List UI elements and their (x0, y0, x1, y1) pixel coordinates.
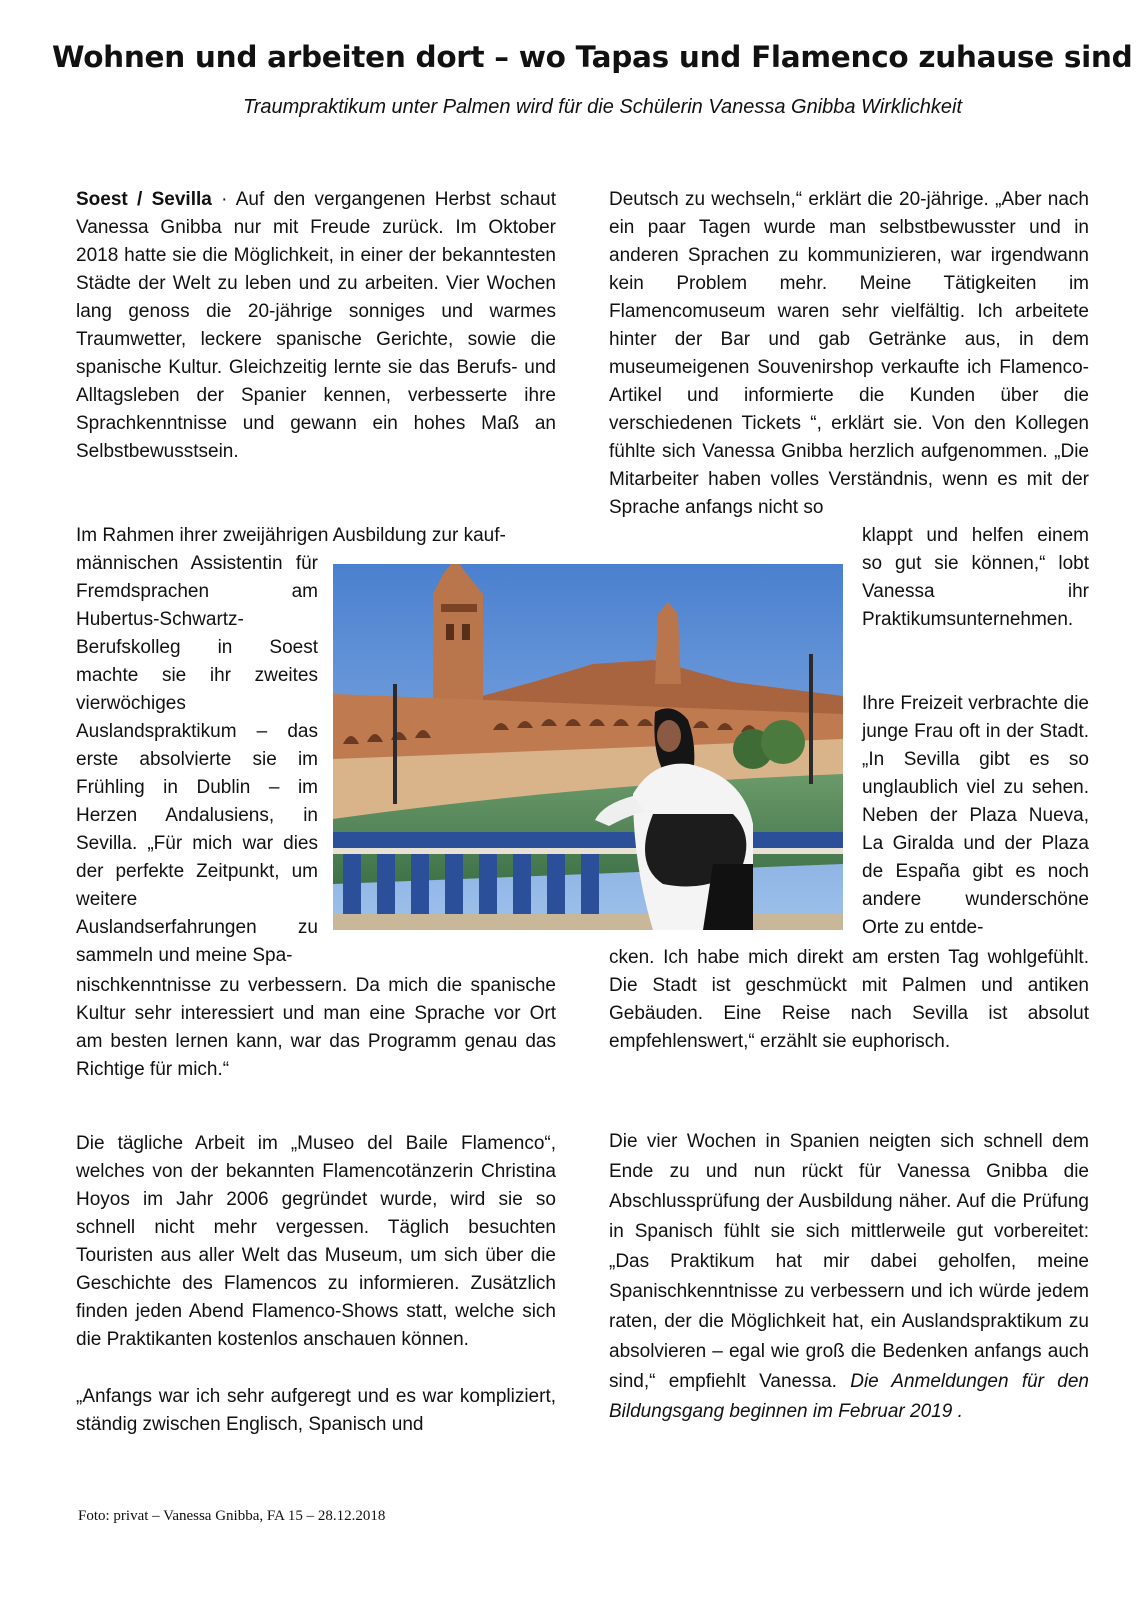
dateline: Soest / Sevilla (76, 189, 212, 210)
article-photo (333, 564, 843, 930)
left-paragraph-1 (76, 186, 556, 466)
left-p2-end: nischkenntnisse zu verbessern. Da mich die spanische Kultur sehr interessiert und man eine Sprache vor Ort am besten lernen kann, war das Programm genau das Richtige für mich.“ (76, 975, 556, 1080)
left-paragraph-3 (76, 1130, 556, 1354)
right-p3-italic: Die Anmeldungen für den Bildungsgang beginnen im Februar 2019 . (609, 1371, 1089, 1422)
left-paragraph-4 (76, 1383, 556, 1439)
right-p2-end: cken. Ich habe mich direkt am ersten Tag wohlgefühlt. Die Stadt ist geschmückt mit Palmen und antiken Gebäuden. Eine Reise nach Sevilla ist absolut empfehlenswert,“ erzählt sie euphorisch. (609, 947, 1089, 1052)
article-headline: Wohnen und arbeiten dort – wo Tapas und Flamenco zuhause sind (52, 40, 1133, 74)
article-subline: Traumpraktikum unter Palmen wird für die Schülerin Vanessa Gnibba Wirklichkeit (243, 96, 962, 118)
right-p1-text: Deutsch zu wechseln,“ erklärt die 20-jährige. „Aber nach ein paar Tagen wurde man selbstbewusster und in anderen Sprachen zu kommunizieren, war irgendwann kein Problem mehr. Meine Tätigkeiten im Flamencomuseum waren sehr vielfältig. Ich arbeitete hinter der Bar und gab Getränke aus, in dem museumeigenen Souvenirshop verkaufte ich Flamenco-Artikel und informierte die Kunden über die verschiedenen Tickets “, erklärt sie. Von den Kollegen fühlte sich Vanessa Gnibba herzlich aufgenommen. „Die Mitarbeiter haben volles Verständnis, wenn es mit der Sprache anfangs nicht so (609, 189, 1089, 518)
photo-caption: Foto: privat – Vanessa Gnibba, FA 15 – 28.12.2018 (78, 1508, 386, 1524)
right-p3-text: Die vier Wochen in Spanien neigten sich schnell dem Ende zu und nun rückt für Vanessa Gnibba die Abschlussprüfung der Ausbildung näher. Auf die Prüfung in Spanisch fühlt sie sich mittlerweile gut vorbereitet: „Das Praktikum hat mir dabei geholfen, meine Spanischkenntnisse zu verbessern und ich würde jedem raten, der die Möglichkeit hat, ein Auslandspraktikum zu absolvieren – egal wie groß die Bedenken anfangs auch sind,“ empfiehlt Vanessa. (609, 1131, 1089, 1392)
right-paragraph-1-wrap: klappt und helfen einem so gut sie können,“ lobt Vanessa ihr Praktikumsunternehmen. (862, 525, 1089, 630)
left-p2-intro: Im Rahmen ihrer zweijährigen Ausbildung zur kauf- (76, 525, 506, 546)
right-paragraph-2-end (609, 944, 1089, 1056)
left-paragraph-2-end (76, 972, 556, 1084)
left-p1-text: · Auf den vergangenen Herbst schaut Vanessa Gnibba nur mit Freude zurück. Im Oktober 2018 hatte sie die Möglichkeit, in einer der bekanntesten Städte der Welt zu leben und zu arbeiten. Vier Wochen lang genoss die 20-jährige sonniges und warmes Traumwetter, leckere spanische Gerichte, sowie die spanische Kultur. Gleichzeitig lernte sie das Berufs- und Alltagsleben der Spanier kennen, verbesserte ihre Sprachkenntnisse und gewann ein hohes Maß an Selbstbewusstsein. (76, 189, 556, 462)
left-p4-text: „Anfangs war ich sehr aufgeregt und es war kompliziert, ständig zwischen Englisch, Spanisch und (76, 1386, 556, 1435)
right-paragraph-1 (609, 186, 1089, 522)
right-paragraph-3 (609, 1127, 1089, 1427)
left-p3-text: Die tägliche Arbeit im „Museo del Baile Flamenco“, welches von der bekannten Flamencotänzerin Christina Hoyos im Jahr 2006 gegründet wurde, wird sie so schnell nicht mehr vergessen. Täglich besuchten Touristen aus aller Welt das Museum, um sich über die Geschichte des Flamencos zu informieren. Zusätzlich finden jeden Abend Flamenco-Shows statt, welche sich die Praktikanten kostenlos anschauen können. (76, 1133, 556, 1350)
plaza-de-espana-photo (333, 564, 843, 930)
left-paragraph-2-intro (76, 522, 556, 550)
right-paragraph-2-wrap: Ihre Freizeit verbrachte die junge Frau oft in der Stadt. „In Sevilla gibt es so unglaublich viel zu sehen. Neben der Plaza Nueva, La Giralda und der Plaza de España gibt es noch andere wunderschöne Orte zu entde- (862, 693, 1089, 938)
left-paragraph-2-wrap: männischen Assistentin für Fremdsprachen am Hubertus-Schwartz-Berufskolleg in Soest machte sie ihr zweites vierwöchiges Auslandspraktikum – das erste absolvierte sie im Frühling in Dublin – im Herzen Andalusiens, in Sevilla. „Für mich war dies der perfekte Zeitpunkt, um weitere Auslandserfahrungen zu sammeln und meine Spa- (76, 553, 318, 966)
